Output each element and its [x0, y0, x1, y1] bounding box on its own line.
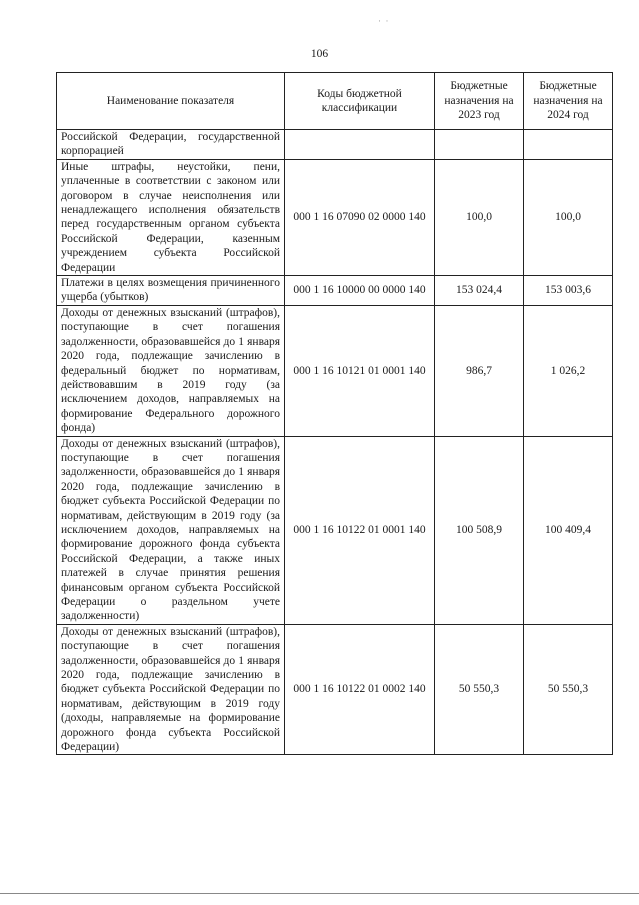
- header-name: Наименование показателя: [57, 73, 285, 130]
- table-row: [57, 159, 613, 275]
- row-value-2024: 100,0: [524, 159, 613, 275]
- row-value-2024: [524, 130, 613, 160]
- row-name: Платежи в целях возмещения причиненного ущерба (убытков): [57, 276, 285, 306]
- row-value-2024: 50 550,3: [524, 624, 613, 755]
- row-value-2023: 986,7: [435, 305, 524, 436]
- row-value-2024: 1 026,2: [524, 305, 613, 436]
- row-value-2024: 100 409,4: [524, 436, 613, 624]
- row-value-2023: 153 024,4: [435, 276, 524, 306]
- row-value-2024: 153 003,6: [524, 276, 613, 306]
- row-name: Доходы от денежных взысканий (штрафов), поступающие в счет погашения задолженности, образовавшейся до 1 января 2020 года, подлежащие зачислению в бюджет субъекта Российской Федерации по нормативам, действующим в 2019 году (за исключением доходов, направляемых на формирование дорожного фонда субъекта Российской Федерации, а также иных платежей в случае принятия решения финансовым органом субъекта Российской Федерации о раздельном учете задолженности): [57, 436, 285, 624]
- row-code: 000 1 16 10122 01 0002 140: [285, 624, 435, 755]
- scan-specks: · ·: [378, 16, 389, 26]
- row-code: 000 1 16 07090 02 0000 140: [285, 159, 435, 275]
- row-name: Иные штрафы, неустойки, пени, уплаченные в соответствии с законом или договором в случае неисполнения или ненадлежащего исполнения обязательств перед государственным органом субъекта Российской Федерации, казенным учреждением субъекта Российской Федерации: [57, 159, 285, 275]
- row-name: Доходы от денежных взысканий (штрафов), поступающие в счет погашения задолженности, образовавшейся до 1 января 2020 года, подлежащие зачислению в федеральный бюджет по нормативам, действовавшим в 2019 году (за исключением доходов, направляемых на формирование Федерального дорожного фонда): [57, 305, 285, 436]
- header-codes: Коды бюджетной классификации: [285, 73, 435, 130]
- row-code: 000 1 16 10000 00 0000 140: [285, 276, 435, 306]
- row-value-2023: [435, 130, 524, 160]
- row-value-2023: 100 508,9: [435, 436, 524, 624]
- table-row: [57, 436, 613, 624]
- row-name: Доходы от денежных взысканий (штрафов), поступающие в счет погашения задолженности, образовавшейся до 1 января 2020 года, подлежащие зачислению в бюджет субъекта Российской Федерации по нормативам, действующим в 2019 году (доходы, направляемые на формирование дорожного фонда субъекта Российской Федерации): [57, 624, 285, 755]
- row-code: [285, 130, 435, 160]
- scan-edge-line: [0, 893, 639, 894]
- page-number: 106: [310, 48, 329, 60]
- row-code: 000 1 16 10121 01 0001 140: [285, 305, 435, 436]
- header-year-2024: Бюджетные назначения на 2024 год: [524, 73, 613, 130]
- table-row: [57, 305, 613, 436]
- header-year-2023: Бюджетные назначения на 2023 год: [435, 73, 524, 130]
- table-row: [57, 276, 613, 306]
- table-row: [57, 624, 613, 755]
- table-row: [57, 130, 613, 160]
- row-code: 000 1 16 10122 01 0001 140: [285, 436, 435, 624]
- row-name: Российской Федерации, государственной корпорацией: [57, 130, 285, 160]
- row-value-2023: 100,0: [435, 159, 524, 275]
- budget-table: [56, 72, 613, 755]
- row-value-2023: 50 550,3: [435, 624, 524, 755]
- table-header-row: [57, 73, 613, 130]
